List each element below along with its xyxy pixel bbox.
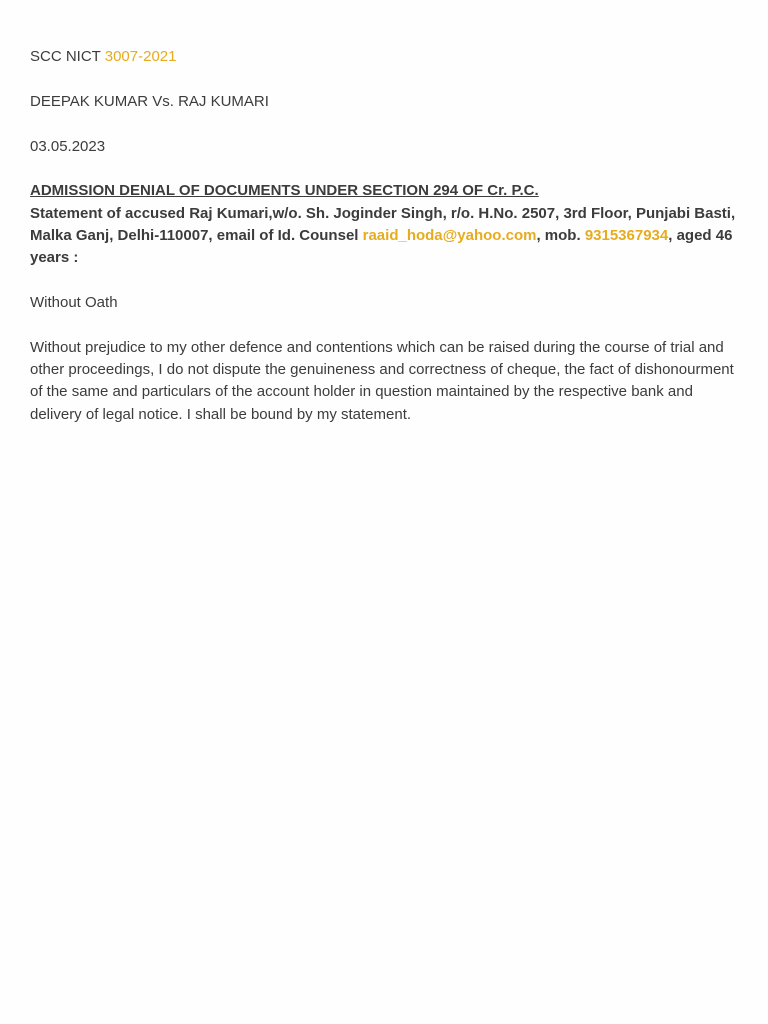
statement-text: Statement of accused Raj Kumari,w/o. Sh. Joginder Singh, r/o. H.No. 2507, 3rd Floor, Punjabi Basti, Malka Ganj, Delhi-110007, email of Id. Counsel [30,204,736,244]
case-parties: DEEPAK KUMAR Vs. RAJ KUMARI [30,92,269,110]
statement-mob-label: , mob. [536,226,585,244]
case-reference [30,46,742,68]
case-number-link[interactable]: 3007-2021 [104,48,177,65]
email-link[interactable]: raaid_hoda@yahoo.com [362,226,537,244]
case-date: 03.05.2023 [30,137,106,155]
document [30,46,742,426]
case-prefix: SCC NICT [30,48,105,65]
document-heading: ADMISSION DENIAL OF DOCUMENTS UNDER SECTION 294 OF Cr. P.C. [30,182,539,200]
statement-body: Without prejudice to my other defence and contentions which can be raised during the course of trial and other proceedings, I do not dispute the genuineness and correctness of cheque, the fact of dishonourment of the same and particulars of the account holder in question maintained by the respective bank and delivery of legal notice. I shall be bound by my statement. [30,338,734,423]
statement-paragraph [30,203,742,270]
oath-line: Without Oath [30,294,118,312]
statement-age: , aged 46 years : [30,226,733,267]
phone-link[interactable]: 9315367934 [584,226,669,244]
